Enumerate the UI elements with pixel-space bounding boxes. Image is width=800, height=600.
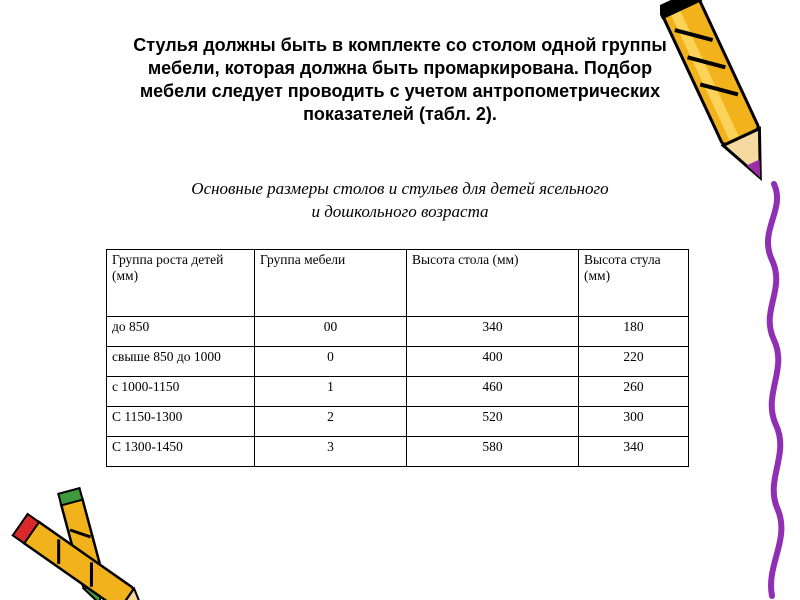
table-row — [107, 377, 689, 407]
cell-chair-height: 180 — [579, 317, 689, 347]
cell-height-group: до 850 — [107, 317, 255, 347]
cell-height-group: с 1000-1150 — [107, 377, 255, 407]
table-row — [107, 437, 689, 467]
cell-chair-height: 220 — [579, 347, 689, 377]
furniture-sizes-table — [106, 249, 689, 467]
cell-height-group: свыше 850 до 1000 — [107, 347, 255, 377]
cell-table-height: 340 — [407, 317, 579, 347]
header-chair-height: Высота стула (мм) — [579, 250, 689, 317]
cell-chair-height: 300 — [579, 407, 689, 437]
cell-furniture-group: 3 — [255, 437, 407, 467]
table-row — [107, 317, 689, 347]
table-row — [107, 347, 689, 377]
cell-table-height: 580 — [407, 437, 579, 467]
page-heading: Стулья должны быть в комплекте со столом одной группы мебели, которая должна быть промаркирована. Подбор мебели следует проводить с учетом антропометрических показателей (табл. 2). — [133, 35, 667, 124]
table-row — [107, 407, 689, 437]
caption-line-1: Основные размеры столов и стульев для детей ясельного — [191, 179, 609, 198]
crayons-icon — [0, 485, 170, 600]
header-table-height: Высота стола (мм) — [407, 250, 579, 317]
cell-chair-height: 260 — [579, 377, 689, 407]
squiggle-line — [752, 180, 800, 600]
cell-furniture-group: 0 — [255, 347, 407, 377]
header-height-group: Группа роста детей (мм) — [107, 250, 255, 317]
cell-table-height: 400 — [407, 347, 579, 377]
cell-furniture-group: 1 — [255, 377, 407, 407]
caption-line-2: и дошкольного возраста — [311, 202, 489, 221]
cell-height-group: С 1150-1300 — [107, 407, 255, 437]
header-furniture-group: Группа мебели — [255, 250, 407, 317]
cell-furniture-group: 2 — [255, 407, 407, 437]
table-caption — [130, 177, 670, 223]
cell-chair-height: 340 — [579, 437, 689, 467]
cell-table-height: 520 — [407, 407, 579, 437]
table-header-row — [107, 250, 689, 317]
cell-height-group: С 1300-1450 — [107, 437, 255, 467]
cell-table-height: 460 — [407, 377, 579, 407]
cell-furniture-group: 00 — [255, 317, 407, 347]
